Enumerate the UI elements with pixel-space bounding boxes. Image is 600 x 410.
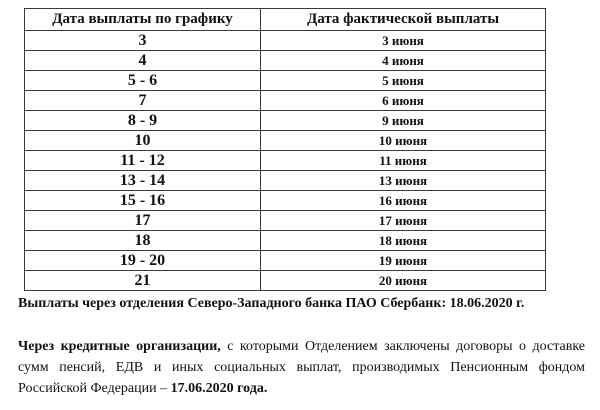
actual-date-cell: 9 июня — [261, 111, 546, 131]
table-row — [25, 51, 546, 71]
table-row — [25, 151, 546, 171]
table-row — [25, 131, 546, 151]
actual-date-cell: 10 июня — [261, 131, 546, 151]
scheduled-date-cell: 10 — [25, 131, 261, 151]
actual-date-cell: 4 июня — [261, 51, 546, 71]
actual-date-cell: 18 июня — [261, 231, 546, 251]
scheduled-date-cell: 18 — [25, 231, 261, 251]
scheduled-date-cell: 19 - 20 — [25, 251, 261, 271]
table-row — [25, 171, 546, 191]
credit-note-body: с которыми Отделением заключены договоры о доставке сумм пенсий, ЕДВ и иных социальных выплат, производимых Пенсионным фондом Российской Федерации – — [18, 339, 585, 396]
table-row — [25, 271, 546, 291]
table-row — [25, 91, 546, 111]
actual-date-cell: 11 июня — [261, 151, 546, 171]
scheduled-date-cell: 5 - 6 — [25, 71, 261, 91]
payment-schedule-table — [24, 8, 546, 291]
table-row — [25, 71, 546, 91]
credit-organizations-note — [18, 336, 585, 399]
scheduled-date-cell: 13 - 14 — [25, 171, 261, 191]
table-row — [25, 231, 546, 251]
scheduled-date-cell: 11 - 12 — [25, 151, 261, 171]
actual-date-cell: 20 июня — [261, 271, 546, 291]
actual-date-cell: 6 июня — [261, 91, 546, 111]
actual-date-cell: 3 июня — [261, 31, 546, 51]
scheduled-date-cell: 3 — [25, 31, 261, 51]
scheduled-date-cell: 7 — [25, 91, 261, 111]
credit-note-lead: Через кредитные организации, — [18, 339, 221, 354]
actual-date-cell: 13 июня — [261, 171, 546, 191]
table-row — [25, 191, 546, 211]
header-actual-date: Дата фактической выплаты — [261, 9, 546, 31]
table-body — [25, 31, 546, 291]
actual-date-cell: 17 июня — [261, 211, 546, 231]
scheduled-date-cell: 15 - 16 — [25, 191, 261, 211]
scheduled-date-cell: 17 — [25, 211, 261, 231]
table-header-row — [25, 9, 546, 31]
branch-payment-note: Выплаты через отделения Северо-Западного банка ПАО Сбербанк: 18.06.2020 г. — [18, 296, 525, 311]
header-scheduled-date: Дата выплаты по графику — [25, 9, 261, 31]
actual-date-cell: 19 июня — [261, 251, 546, 271]
actual-date-cell: 5 июня — [261, 71, 546, 91]
scheduled-date-cell: 4 — [25, 51, 261, 71]
table-row — [25, 111, 546, 131]
scheduled-date-cell: 21 — [25, 271, 261, 291]
table-row — [25, 211, 546, 231]
table-row — [25, 31, 546, 51]
table-row — [25, 251, 546, 271]
actual-date-cell: 16 июня — [261, 191, 546, 211]
credit-note-date: 17.06.2020 года. — [170, 381, 268, 396]
scheduled-date-cell: 8 - 9 — [25, 111, 261, 131]
